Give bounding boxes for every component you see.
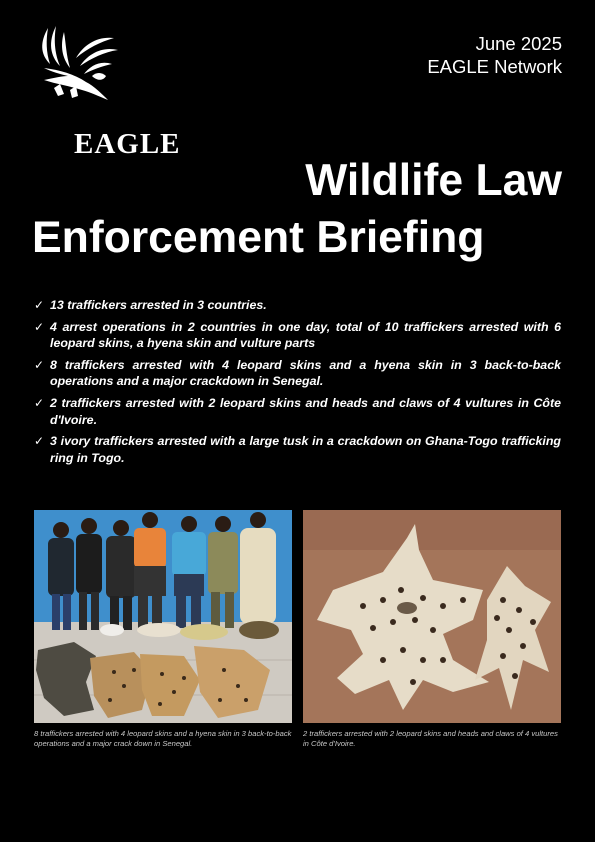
title-line-1: Wildlife Law	[305, 156, 562, 205]
list-item-text: 2 traffickers arrested with 2 leopard skins and heads and claws of 4 vultures in Côte d'Ivoire.	[50, 395, 561, 427]
photo-senegal-arrests	[34, 510, 292, 723]
list-item-text: 13 traffickers arrested in 3 countries.	[50, 298, 267, 312]
issue-date: June 2025	[475, 33, 562, 54]
list-item-text: 4 arrest operations in 2 countries in one day, total of 10 traffickers arrested with 6 leopard skins, a hyena skin and vulture parts	[50, 319, 561, 351]
network-name: EAGLE Network	[427, 56, 562, 77]
list-item	[34, 297, 561, 314]
check-icon: ✓	[34, 357, 45, 372]
logo-text: EAGLE	[74, 128, 181, 160]
issue-meta	[427, 32, 562, 78]
list-item	[34, 395, 561, 428]
list-item-text: 8 traffickers arrested with 4 leopard skins and a hyena skin in 3 back-to-back operations and a major crackdown in Senegal.	[50, 357, 561, 389]
title-line-2: Enforcement Briefing	[32, 213, 485, 262]
list-item	[34, 319, 561, 352]
check-icon: ✓	[34, 434, 45, 449]
list-item-text: 3 ivory traffickers arrested with a large tusk in a crackdown on Ghana-Togo trafficking ring in Togo.	[50, 434, 561, 465]
list-item	[34, 433, 561, 466]
check-icon: ✓	[34, 298, 45, 312]
eagle-icon	[34, 24, 124, 104]
check-icon: ✓	[34, 395, 45, 410]
eagle-logo	[34, 24, 210, 160]
photo-caption: 2 traffickers arrested with 2 leopard skins and heads and claws of 4 vultures in Côte d'Ivoire.	[303, 729, 558, 748]
photo-caption: 8 traffickers arrested with 4 leopard skins and a hyena skin in 3 back-to-back operations and a major crack down in Senegal.	[34, 729, 292, 748]
check-icon: ✓	[34, 319, 45, 334]
page-title	[20, 152, 562, 266]
highlights-list	[34, 297, 561, 471]
list-item	[34, 357, 561, 390]
photo-cote-divoire-skins	[303, 510, 561, 723]
